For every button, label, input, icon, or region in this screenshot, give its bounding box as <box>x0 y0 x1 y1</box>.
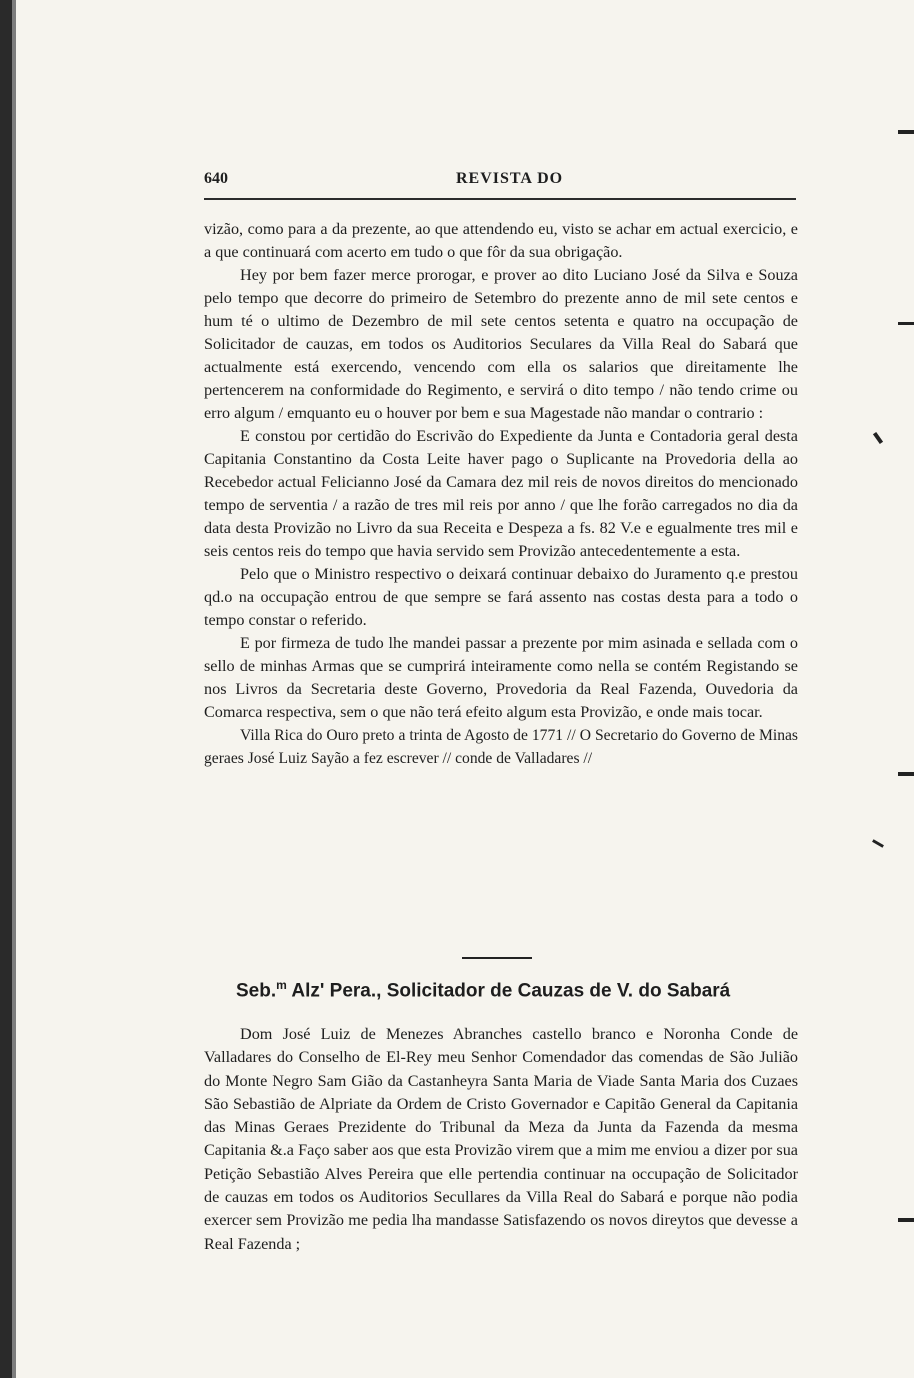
main-text <box>204 218 798 770</box>
scan-speck <box>873 432 883 444</box>
paragraph: Villa Rica do Ouro preto a trinta de Agosto de 1771 // O Secretario do Governo de Minas geraes José Luiz Sayão a fez escrever // conde de Valladares // <box>204 727 798 767</box>
paragraph: Dom José Luiz de Menezes Abranches castello branco e Noronha Conde de Valladares do Conselho de El-Rey meu Senhor Comendador das comendas de São Julião do Monte Negro Sam Gião da Castanheyra Santa Maria de Viade Santa Maria dos Cuzaes São Sebastião de Alpriate da Ordem de Cristo Governador e Capitão General da Capitania das Minas Geraes Prezidente do Tribunal da Meza da Junta da Fazenda da mesma Capitania &.a Faço saber aos que esta Provizão virem que a mim me enviou a dizer por sua Petição Sebastião Alves Pereira que elle pertendia continuar na occupação de Solicitador de cauzas em todos os Auditorios Secullares da Villa Real do Sabará e porque não podia exercer sem Provizão me pedia lha mandasse Satisfazendo os novos direytos que devesse a Real Fazenda ; <box>204 1025 798 1253</box>
scan-speck <box>898 322 914 325</box>
scan-binding-edge <box>0 0 12 1378</box>
paragraph: E constou por certidão do Escrivão do Expediente da Junta e Contadoria geral desta Capitania Constantino da Costa Leite haver pago o Suplicante na Provedoria della ao Recebedor actual Felicianno José da Camara dez mil reis de novos direitos do mencionado tempo de serventia / a razão de tres mil reis por anno / que lhe forão carregados no dia da data desta Provizão no Livro da sua Receita e Despeza a fs. 82 V.e e egualmente tres mil e seis centos reis do tempo que havia servido sem Provizão antecedentemente a esta. <box>204 427 798 560</box>
paragraph: vizão, como para a da prezente, ao que attendendo eu, visto se achar em actual exercicio, e a que continuará com acerto em tudo o que fôr da sua obrigação. <box>204 220 798 261</box>
scan-speck <box>872 839 884 848</box>
scan-speck <box>898 1218 914 1222</box>
paragraph: Pelo que o Ministro respectivo o deixará continuar debaixo do Juramento q.e prestou qd.o na occupação entrou de que sempre se fará assento nas costas desta para a todo o tempo constar o referido. <box>204 565 798 629</box>
section-separator <box>462 957 532 959</box>
page-number: 640 <box>204 170 228 187</box>
scan-speck <box>898 130 914 134</box>
paragraph: E por firmeza de tudo lhe mandei passar a prezente por mim asinada e sellada com o sello de minhas Armas que se cumprirá inteiramente como nella se contém Registando se nos Livros da Secretaria deste Governo, Provedoria da Real Fazenda, Ouvedoria da Comarca respectiva, sem o que não terá efeito algum esta Provizão, e onde mais tocar. <box>204 634 798 721</box>
section-title-rest: Alz' Pera., Solicitador de Cauzas de V. do Sabará <box>286 980 731 1002</box>
section-text <box>204 1023 798 1256</box>
section-title <box>236 978 796 1002</box>
running-title: REVISTA DO <box>456 170 564 187</box>
page-header <box>204 170 796 196</box>
header-rule <box>204 198 796 200</box>
scan-speck <box>898 772 914 776</box>
section-title-prefix: Seb. <box>236 980 277 1002</box>
section-title-sup: m <box>276 978 287 992</box>
paragraph: Hey por bem fazer merce prorogar, e prover ao dito Luciano José da Silva e Souza pelo tempo que decorre do primeiro de Setembro do prezente anno de mil sete centos e hum té o ultimo de Dezembro de mil sete centos setenta e quatro na occupação de Solicitador de cauzas, em todos os Auditorios Seculares da Villa Real do Sabará que actualmente está exercendo, vencendo com ella os salarios que direitamente lhe pertencerem na conformidade do Regimento, e servirá o dito tempo / não tendo crime ou erro algum / emquanto eu o houver por bem e sua Magestade não mandar o contrario : <box>204 266 798 422</box>
scan-binding-shadow <box>12 0 16 1378</box>
